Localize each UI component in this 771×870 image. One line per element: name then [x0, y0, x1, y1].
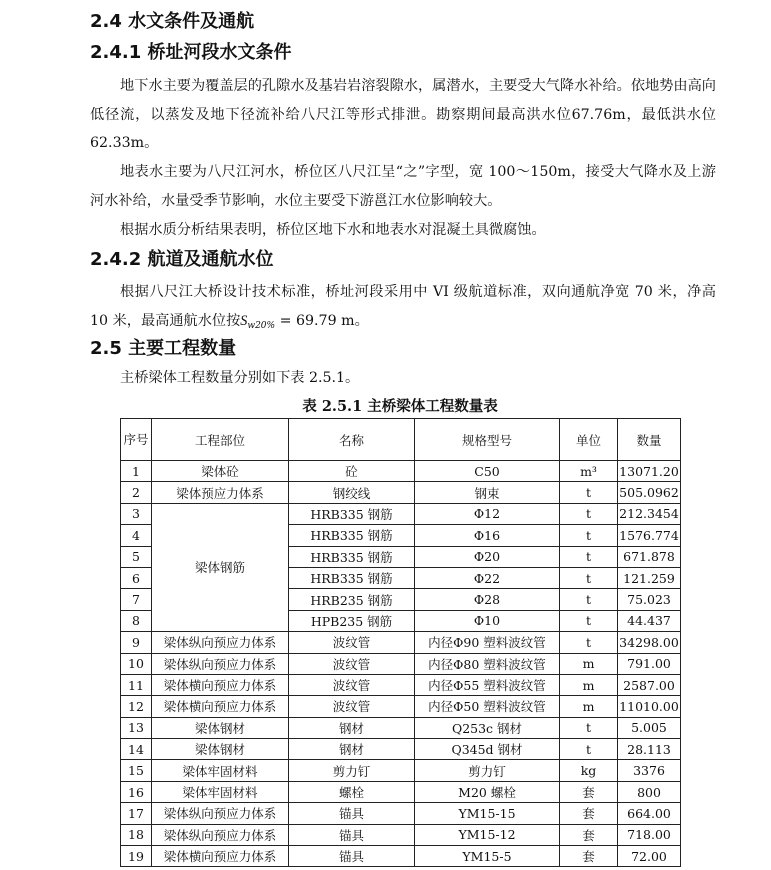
table-row: [121, 760, 681, 781]
cell-seq: 8: [121, 610, 152, 631]
table-row: [121, 717, 681, 738]
navigation-text: 根据八尺江大桥设计技术标准，桥址河段采用中 VI 级航道标准，双向通航净宽 70 米，净高 10 米，最高通航水位按: [90, 284, 716, 329]
cell-name: 锚具: [289, 846, 415, 867]
cell-qty: 1576.774: [618, 525, 681, 546]
cell-seq: 11: [121, 674, 152, 695]
cell-name: 锚具: [289, 803, 415, 824]
cell-unit: t: [560, 589, 618, 610]
table-row: [121, 482, 681, 503]
cell-part: 梁体钢材: [152, 739, 289, 760]
cell-qty: 718.00: [618, 824, 681, 845]
cell-name: 钢材: [289, 717, 415, 738]
cell-spec: YM15-12: [415, 824, 560, 845]
cell-seq: 15: [121, 760, 152, 781]
header-qty: 数量: [618, 419, 681, 461]
cell-name: HRB335 钢筋: [289, 546, 415, 567]
table-row: [121, 781, 681, 802]
cell-name: HRB335 钢筋: [289, 525, 415, 546]
cell-unit: 套: [560, 846, 618, 867]
cell-spec: Φ22: [415, 567, 560, 588]
cell-unit: t: [560, 482, 618, 503]
cell-spec: Φ12: [415, 503, 560, 524]
cell-seq: 17: [121, 803, 152, 824]
table-row: [121, 503, 681, 524]
cell-part: 梁体砼: [152, 461, 289, 482]
cell-unit: 套: [560, 824, 618, 845]
cell-name: 钢材: [289, 739, 415, 760]
cell-part: 梁体预应力体系: [152, 482, 289, 503]
table-row: [121, 696, 681, 717]
cell-qty: 2587.00: [618, 674, 681, 695]
header-name: 名称: [289, 419, 415, 461]
quantities-table: [120, 418, 681, 867]
water-level-symbol: S: [240, 312, 248, 329]
cell-qty: 28.113: [618, 739, 681, 760]
cell-seq: 16: [121, 781, 152, 802]
cell-qty: 212.3454: [618, 503, 681, 524]
section-2-4-heading: 2.4 水文条件及通航: [90, 11, 255, 32]
cell-name: 剪力钉: [289, 760, 415, 781]
cell-spec: 内径Φ55 塑料波纹管: [415, 674, 560, 695]
table-row: [121, 803, 681, 824]
cell-seq: 12: [121, 696, 152, 717]
cell-spec: Φ20: [415, 546, 560, 567]
cell-unit: t: [560, 546, 618, 567]
cell-spec: 内径Φ90 塑料波纹管: [415, 632, 560, 653]
table-row: [121, 653, 681, 674]
cell-unit: t: [560, 739, 618, 760]
header-unit: 单位: [560, 419, 618, 461]
cell-spec: YM15-15: [415, 803, 560, 824]
cell-part: 梁体牢固材料: [152, 781, 289, 802]
cell-name: HRB235 钢筋: [289, 589, 415, 610]
cell-seq: 13: [121, 717, 152, 738]
cell-spec: Φ16: [415, 525, 560, 546]
cell-qty: 75.023: [618, 589, 681, 610]
water-quality-paragraph: 根据水质分析结果表明，桥位区地下水和地表水对混凝土具微腐蚀。: [120, 222, 546, 238]
table-body: [121, 461, 681, 867]
cell-seq: 14: [121, 739, 152, 760]
navigation-level-value: = 69.79 m。: [275, 312, 369, 329]
cell-spec: Φ10: [415, 610, 560, 631]
cell-part: 梁体横向预应力体系: [152, 674, 289, 695]
cell-part: 梁体纵向预应力体系: [152, 632, 289, 653]
cell-part: 梁体纵向预应力体系: [152, 653, 289, 674]
cell-name: 钢绞线: [289, 482, 415, 503]
cell-unit: t: [560, 525, 618, 546]
quantities-intro-paragraph: 主桥梁体工程数量分别如下表 2.5.1。: [120, 370, 360, 386]
cell-seq: 6: [121, 567, 152, 588]
cell-qty: 72.00: [618, 846, 681, 867]
surface-water-paragraph: 地表水主要为八尺江河水，桥位区八尺江呈“之”字型，宽 100～150m，接受大气降水及上游河水补给，水量受季节影响，水位主要受下游邕江水位影响较大。: [90, 164, 716, 209]
cell-name: HRB335 钢筋: [289, 567, 415, 588]
cell-part: 梁体横向预应力体系: [152, 846, 289, 867]
cell-unit: m: [560, 674, 618, 695]
cell-seq: 5: [121, 546, 152, 567]
cell-name: 波纹管: [289, 632, 415, 653]
table-caption: 表 2.5.1 主桥梁体工程数量表: [302, 398, 498, 415]
cell-qty: 671.878: [618, 546, 681, 567]
table-row: [121, 739, 681, 760]
cell-qty: 5.005: [618, 717, 681, 738]
cell-part: 梁体牢固材料: [152, 760, 289, 781]
cell-qty: 11010.00: [618, 696, 681, 717]
cell-name: 波纹管: [289, 653, 415, 674]
cell-spec: YM15-5: [415, 846, 560, 867]
cell-spec: 内径Φ50 塑料波纹管: [415, 696, 560, 717]
table-row: [121, 824, 681, 845]
cell-name: HRB335 钢筋: [289, 503, 415, 524]
cell-qty: 13071.20: [618, 461, 681, 482]
cell-seq: 2: [121, 482, 152, 503]
cell-seq: 19: [121, 846, 152, 867]
cell-qty: 3376: [618, 760, 681, 781]
cell-qty: 791.00: [618, 653, 681, 674]
cell-name: HPB235 钢筋: [289, 610, 415, 631]
table-row: [121, 674, 681, 695]
section-2-5-heading: 2.5 主要工程数量: [90, 338, 237, 359]
cell-part: 梁体钢材: [152, 717, 289, 738]
cell-part: 梁体纵向预应力体系: [152, 824, 289, 845]
cell-unit: kg: [560, 760, 618, 781]
table-row: [121, 632, 681, 653]
water-level-subscript: w20%: [247, 320, 276, 331]
cell-seq: 3: [121, 503, 152, 524]
cell-qty: 44.437: [618, 610, 681, 631]
cell-unit: 套: [560, 803, 618, 824]
cell-part: 梁体钢筋: [152, 503, 289, 631]
table-header-row: [121, 419, 681, 461]
section-2-4-1-heading: 2.4.1 桥址河段水文条件: [90, 42, 292, 63]
cell-qty: 34298.00: [618, 632, 681, 653]
cell-qty: 121.259: [618, 567, 681, 588]
cell-seq: 7: [121, 589, 152, 610]
header-part: 工程部位: [152, 419, 289, 461]
cell-spec: 钢束: [415, 482, 560, 503]
cell-part: 梁体纵向预应力体系: [152, 803, 289, 824]
cell-unit: t: [560, 717, 618, 738]
groundwater-paragraph: 地下水主要为覆盖层的孔隙水及基岩岩溶裂隙水，属潜水，主要受大气降水补给。依地势由高向低径流，以蒸发及地下径流补给八尺江等形式排泄。勘察期间最高洪水位67.76m，最低洪水位62.33m。: [90, 78, 716, 151]
cell-spec: 剪力钉: [415, 760, 560, 781]
cell-unit: t: [560, 610, 618, 631]
cell-qty: 664.00: [618, 803, 681, 824]
cell-seq: 18: [121, 824, 152, 845]
cell-spec: Φ28: [415, 589, 560, 610]
cell-unit: t: [560, 632, 618, 653]
table-row: [121, 461, 681, 482]
cell-unit: m: [560, 696, 618, 717]
cell-spec: C50: [415, 461, 560, 482]
header-seq: 序号: [121, 419, 152, 461]
cell-name: 波纹管: [289, 674, 415, 695]
cell-spec: Q345d 钢材: [415, 739, 560, 760]
cell-unit: m: [560, 653, 618, 674]
cell-unit: t: [560, 503, 618, 524]
cell-spec: 内径Φ80 塑料波纹管: [415, 653, 560, 674]
navigation-paragraph: [90, 278, 716, 340]
cell-qty: 800: [618, 781, 681, 802]
cell-name: 波纹管: [289, 696, 415, 717]
cell-name: 螺栓: [289, 781, 415, 802]
cell-unit: 套: [560, 781, 618, 802]
cell-part: 梁体横向预应力体系: [152, 696, 289, 717]
cell-name: 砼: [289, 461, 415, 482]
cell-qty: 505.0962: [618, 482, 681, 503]
cell-spec: Q253c 钢材: [415, 717, 560, 738]
cell-seq: 10: [121, 653, 152, 674]
cell-spec: M20 螺栓: [415, 781, 560, 802]
cell-name: 锚具: [289, 824, 415, 845]
section-2-4-2-heading: 2.4.2 航道及通航水位: [90, 249, 274, 270]
cell-unit: t: [560, 567, 618, 588]
header-spec: 规格型号: [415, 419, 560, 461]
table-row: [121, 846, 681, 867]
cell-unit: m³: [560, 461, 618, 482]
cell-seq: 1: [121, 461, 152, 482]
cell-seq: 4: [121, 525, 152, 546]
cell-seq: 9: [121, 632, 152, 653]
